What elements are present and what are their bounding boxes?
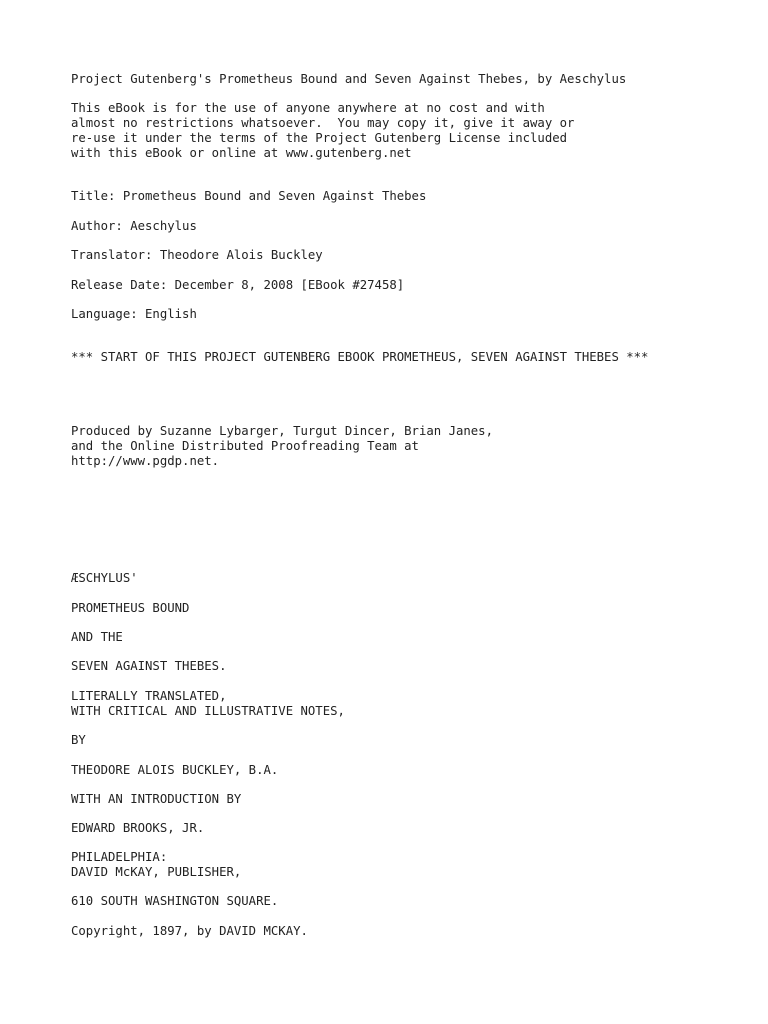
license-notice xyxy=(71,101,574,161)
license-line: with this eBook or online at www.gutenberg.net xyxy=(71,146,412,160)
credits-line: and the Online Distributed Proofreading Team at xyxy=(71,439,419,453)
ebook-title-line: Project Gutenberg's Prometheus Bound and Seven Against Thebes, by Aeschylus xyxy=(71,72,627,86)
title-page-translator: THEODORE ALOIS BUCKLEY, B.A. xyxy=(71,763,279,777)
title-page-work-one: PROMETHEUS BOUND xyxy=(71,601,190,615)
credits xyxy=(71,424,493,469)
publisher-line: DAVID McKAY, PUBLISHER, xyxy=(71,865,242,879)
meta-language: Language: English xyxy=(71,307,197,321)
start-marker: *** START OF THIS PROJECT GUTENBERG EBOOK PROMETHEUS, SEVEN AGAINST THEBES *** xyxy=(71,350,649,364)
title-page-copyright: Copyright, 1897, by DAVID MCKAY. xyxy=(71,924,308,938)
title-page-intro-author: EDWARD BROOKS, JR. xyxy=(71,821,205,835)
meta-release-date: Release Date: December 8, 2008 [EBook #27458] xyxy=(71,278,405,292)
translation-line: WITH CRITICAL AND ILLUSTRATIVE NOTES, xyxy=(71,704,345,718)
license-line: This eBook is for the use of anyone anywhere at no cost and with xyxy=(71,101,545,115)
credits-line: Produced by Suzanne Lybarger, Turgut Dincer, Brian Janes, xyxy=(71,424,493,438)
meta-translator: Translator: Theodore Alois Buckley xyxy=(71,248,323,262)
title-page-address: 610 SOUTH WASHINGTON SQUARE. xyxy=(71,894,279,908)
publisher-line: PHILADELPHIA: xyxy=(71,850,168,864)
credits-line: http://www.pgdp.net. xyxy=(71,454,220,468)
title-page-by: BY xyxy=(71,733,86,747)
translation-line: LITERALLY TRANSLATED, xyxy=(71,689,227,703)
title-page-author: ÆSCHYLUS' xyxy=(71,571,138,585)
title-page-work-two: SEVEN AGAINST THEBES. xyxy=(71,659,227,673)
title-page-conjunction: AND THE xyxy=(71,630,123,644)
title-page-publisher xyxy=(71,850,241,880)
license-line: almost no restrictions whatsoever. You may copy it, give it away or xyxy=(71,116,575,130)
title-page-intro-by: WITH AN INTRODUCTION BY xyxy=(71,792,242,806)
meta-title: Title: Prometheus Bound and Seven Against Thebes xyxy=(71,189,427,203)
license-line: re-use it under the terms of the Project Gutenberg License included xyxy=(71,131,568,145)
meta-author: Author: Aeschylus xyxy=(71,219,197,233)
title-page-translation xyxy=(71,689,345,719)
